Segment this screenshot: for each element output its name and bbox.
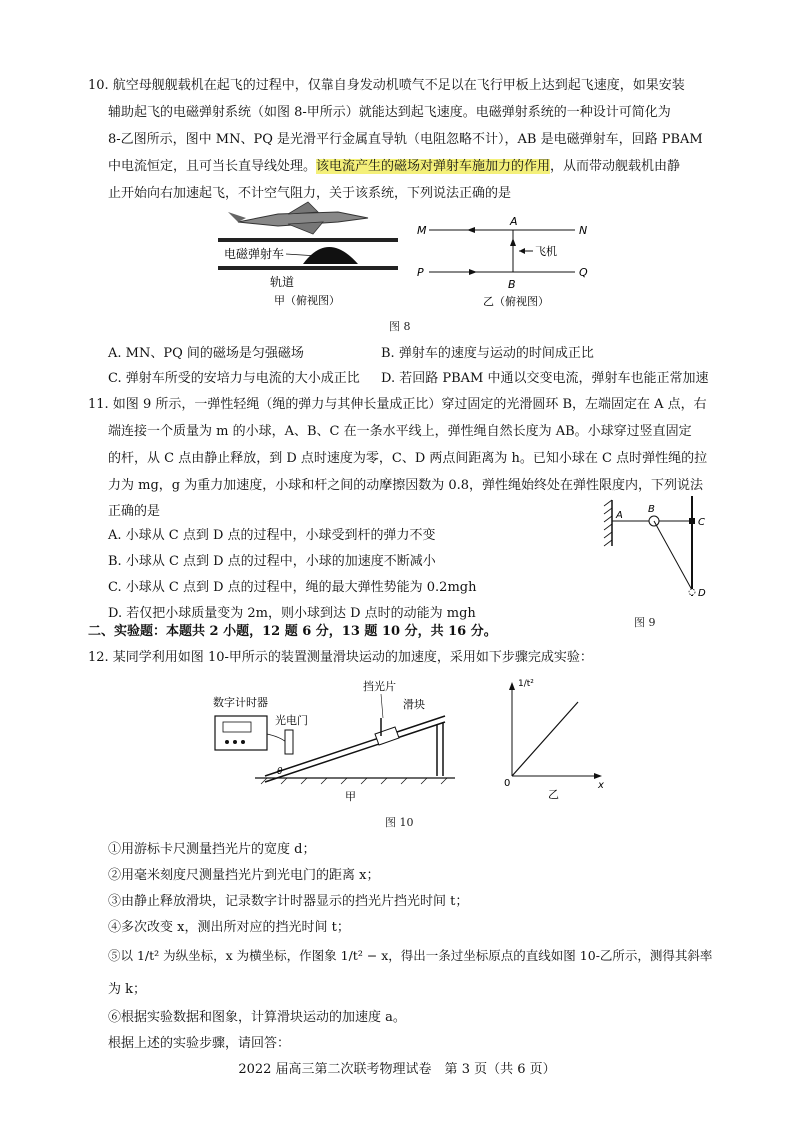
q11-optC: C. 小球从 C 点到 D 点的过程中，绳的最大弹性势能为 0.2mgh [108, 580, 477, 595]
fig10-line [512, 702, 578, 776]
ball-C [689, 518, 695, 524]
q10-line4 [108, 155, 680, 174]
fig10-jia [205, 676, 465, 806]
q12-step4: ④多次改变 x，测出所对应的挡光时间 t； [108, 920, 350, 935]
q11-line1: 11. 如图 9 所示，一弹性轻绳（绳的弹力与其伸长量成正比）穿过固定的光滑圆环 B，左端固定在 A 点，右 [88, 397, 707, 412]
q12-tail: 根据上述的实验步骤，请回答： [108, 1036, 291, 1051]
q10-highlight: 该电流产生的磁场对弹射车施加力的作用 [316, 159, 551, 174]
q11-line5: 正确的是 [108, 504, 161, 519]
fig9-caption: 图 9 [634, 616, 656, 629]
fighter-jet-icon [228, 202, 368, 234]
label-plane: 飞机 [535, 245, 557, 258]
q12-step5b: 为 k； [108, 982, 147, 997]
fig10-gate-label: 光电门 [275, 714, 308, 727]
fig10-block-label: 滑块 [403, 698, 425, 711]
label-B: B [508, 278, 516, 291]
fig10-yi [498, 672, 608, 802]
q10-line4a: 中电流恒定，且可当长直导线处理。 [108, 159, 317, 174]
q11-line3: 的杆，从 C 点由静止释放，到 D 点时速度为零，C、D 两点间距离为 h。已知小球在 C 点时弹性绳的拉 [108, 451, 708, 466]
label-M: M [417, 224, 427, 237]
q10-line1: 10. 航空母舰舰载机在起飞的过程中，仅靠自身发动机喷气不足以在飞行甲板上达到起飞速度，如果安装 [88, 78, 685, 93]
q10-line2: 辅助起飞的电磁弹射系统（如图 8-甲所示）就能达到起飞速度。电磁弹射系统的一种设计可简化为 [108, 105, 671, 120]
fig9-label-A: A [616, 510, 623, 521]
label-N: N [579, 224, 588, 237]
fig10-ylabel: 1/t² [518, 679, 534, 689]
fig10-jia-caption: 甲 [345, 790, 356, 803]
fig8-yi [415, 216, 595, 310]
fig10-timer-label: 数字计时器 [213, 696, 268, 709]
q10-optB: B. 弹射车的速度与运动的时间成正比 [381, 346, 594, 361]
q10-line4b: ，从而带动舰载机由静 [550, 159, 681, 174]
digital-timer [215, 716, 267, 750]
q11-line4: 力为 mg，g 为重力加速度，小球和杆之间的动摩擦因数为 0.8，弹性绳始终处在弹性限度内，下列说法 [108, 478, 704, 493]
label-P: P [417, 266, 424, 279]
fig8-yi-caption: 乙（俯视图） [483, 295, 549, 308]
fig8-launcher-label: 电磁弹射车 [224, 247, 285, 261]
q12-step2: ②用毫米刻度尺测量挡光片到光电门的距离 x； [108, 868, 380, 883]
q11-optD: D. 若仅把小球质量变为 2m，则小球到达 D 点时的动能为 mgh [108, 606, 476, 621]
q10-optA: A. MN、PQ 间的磁场是匀强磁场 [108, 346, 304, 361]
q12-step5a: ⑤以 1/t² 为纵坐标，x 为横坐标，作图象 1/t² − x，得出一条过坐标原点的直线如图 10-乙所示，测得其斜率 [108, 948, 713, 963]
fig9-label-C: C [698, 517, 705, 528]
section2-heading: 二、实验题：本题共 2 小题，12 题 6 分，13 题 10 分，共 16 分。 [88, 624, 497, 639]
q12-step3: ③由静止释放滑块，记录数字计时器显示的挡光片挡光时间 t； [108, 894, 469, 909]
page-footer: 2022 届高三第二次联考物理试卷 第 3 页（共 6 页） [238, 1062, 556, 1077]
fig10-theta: θ [277, 767, 283, 777]
q11-line2: 端连接一个质量为 m 的小球，A、B、C 在一条水平线上，弹性绳自然长度为 AB。小球穿过竖直固定 [108, 424, 692, 439]
fig10-xlabel: x [598, 780, 604, 791]
q10-optD: D. 若回路 PBAM 中通以交变电流，弹射车也能正常加速 [381, 371, 709, 386]
slider-block [375, 727, 399, 745]
fig8-track-label: 轨道 [270, 275, 295, 289]
fig10-shutter-label: 挡光片 [363, 680, 396, 693]
fig10-caption: 图 10 [385, 816, 414, 829]
fig8-jia [218, 200, 398, 310]
fig10-yi-caption: 乙 [548, 788, 559, 801]
q12-line1: 12. 某同学利用如图 10-甲所示的装置测量滑块运动的加速度，采用如下步骤完成实验： [88, 650, 593, 665]
fig9-label-D: D [698, 588, 706, 599]
fig9-label-B: B [648, 504, 655, 515]
photogate-icon [285, 730, 293, 754]
q11-optA: A. 小球从 C 点到 D 点的过程中，小球受到杆的弹力不变 [108, 528, 436, 543]
label-A: A [510, 216, 518, 228]
fig8-caption: 图 8 [389, 320, 411, 333]
fig9 [600, 494, 710, 610]
ball-D [689, 589, 695, 595]
fig10-origin: 0 [504, 778, 511, 789]
q12-step6: ⑥根据实验数据和图象，计算滑块运动的加速度 a。 [108, 1010, 406, 1025]
q10-optC: C. 弹射车所受的安培力与电流的大小成正比 [108, 371, 360, 386]
q10-line5: 止开始向右加速起飞，不计空气阻力，关于该系统，下列说法正确的是 [108, 186, 512, 201]
label-Q: Q [579, 266, 588, 279]
q12-step1: ①用游标卡尺测量挡光片的宽度 d； [108, 842, 316, 857]
q10-line3: 8-乙图所示，图中 MN、PQ 是光滑平行金属直导轨（电阻忽略不计），AB 是电磁弹射车，回路 PBAM [108, 132, 703, 147]
fig8-jia-caption: 甲（俯视图） [274, 294, 340, 307]
q11-optB: B. 小球从 C 点到 D 点的过程中，小球的加速度不断减小 [108, 554, 436, 569]
